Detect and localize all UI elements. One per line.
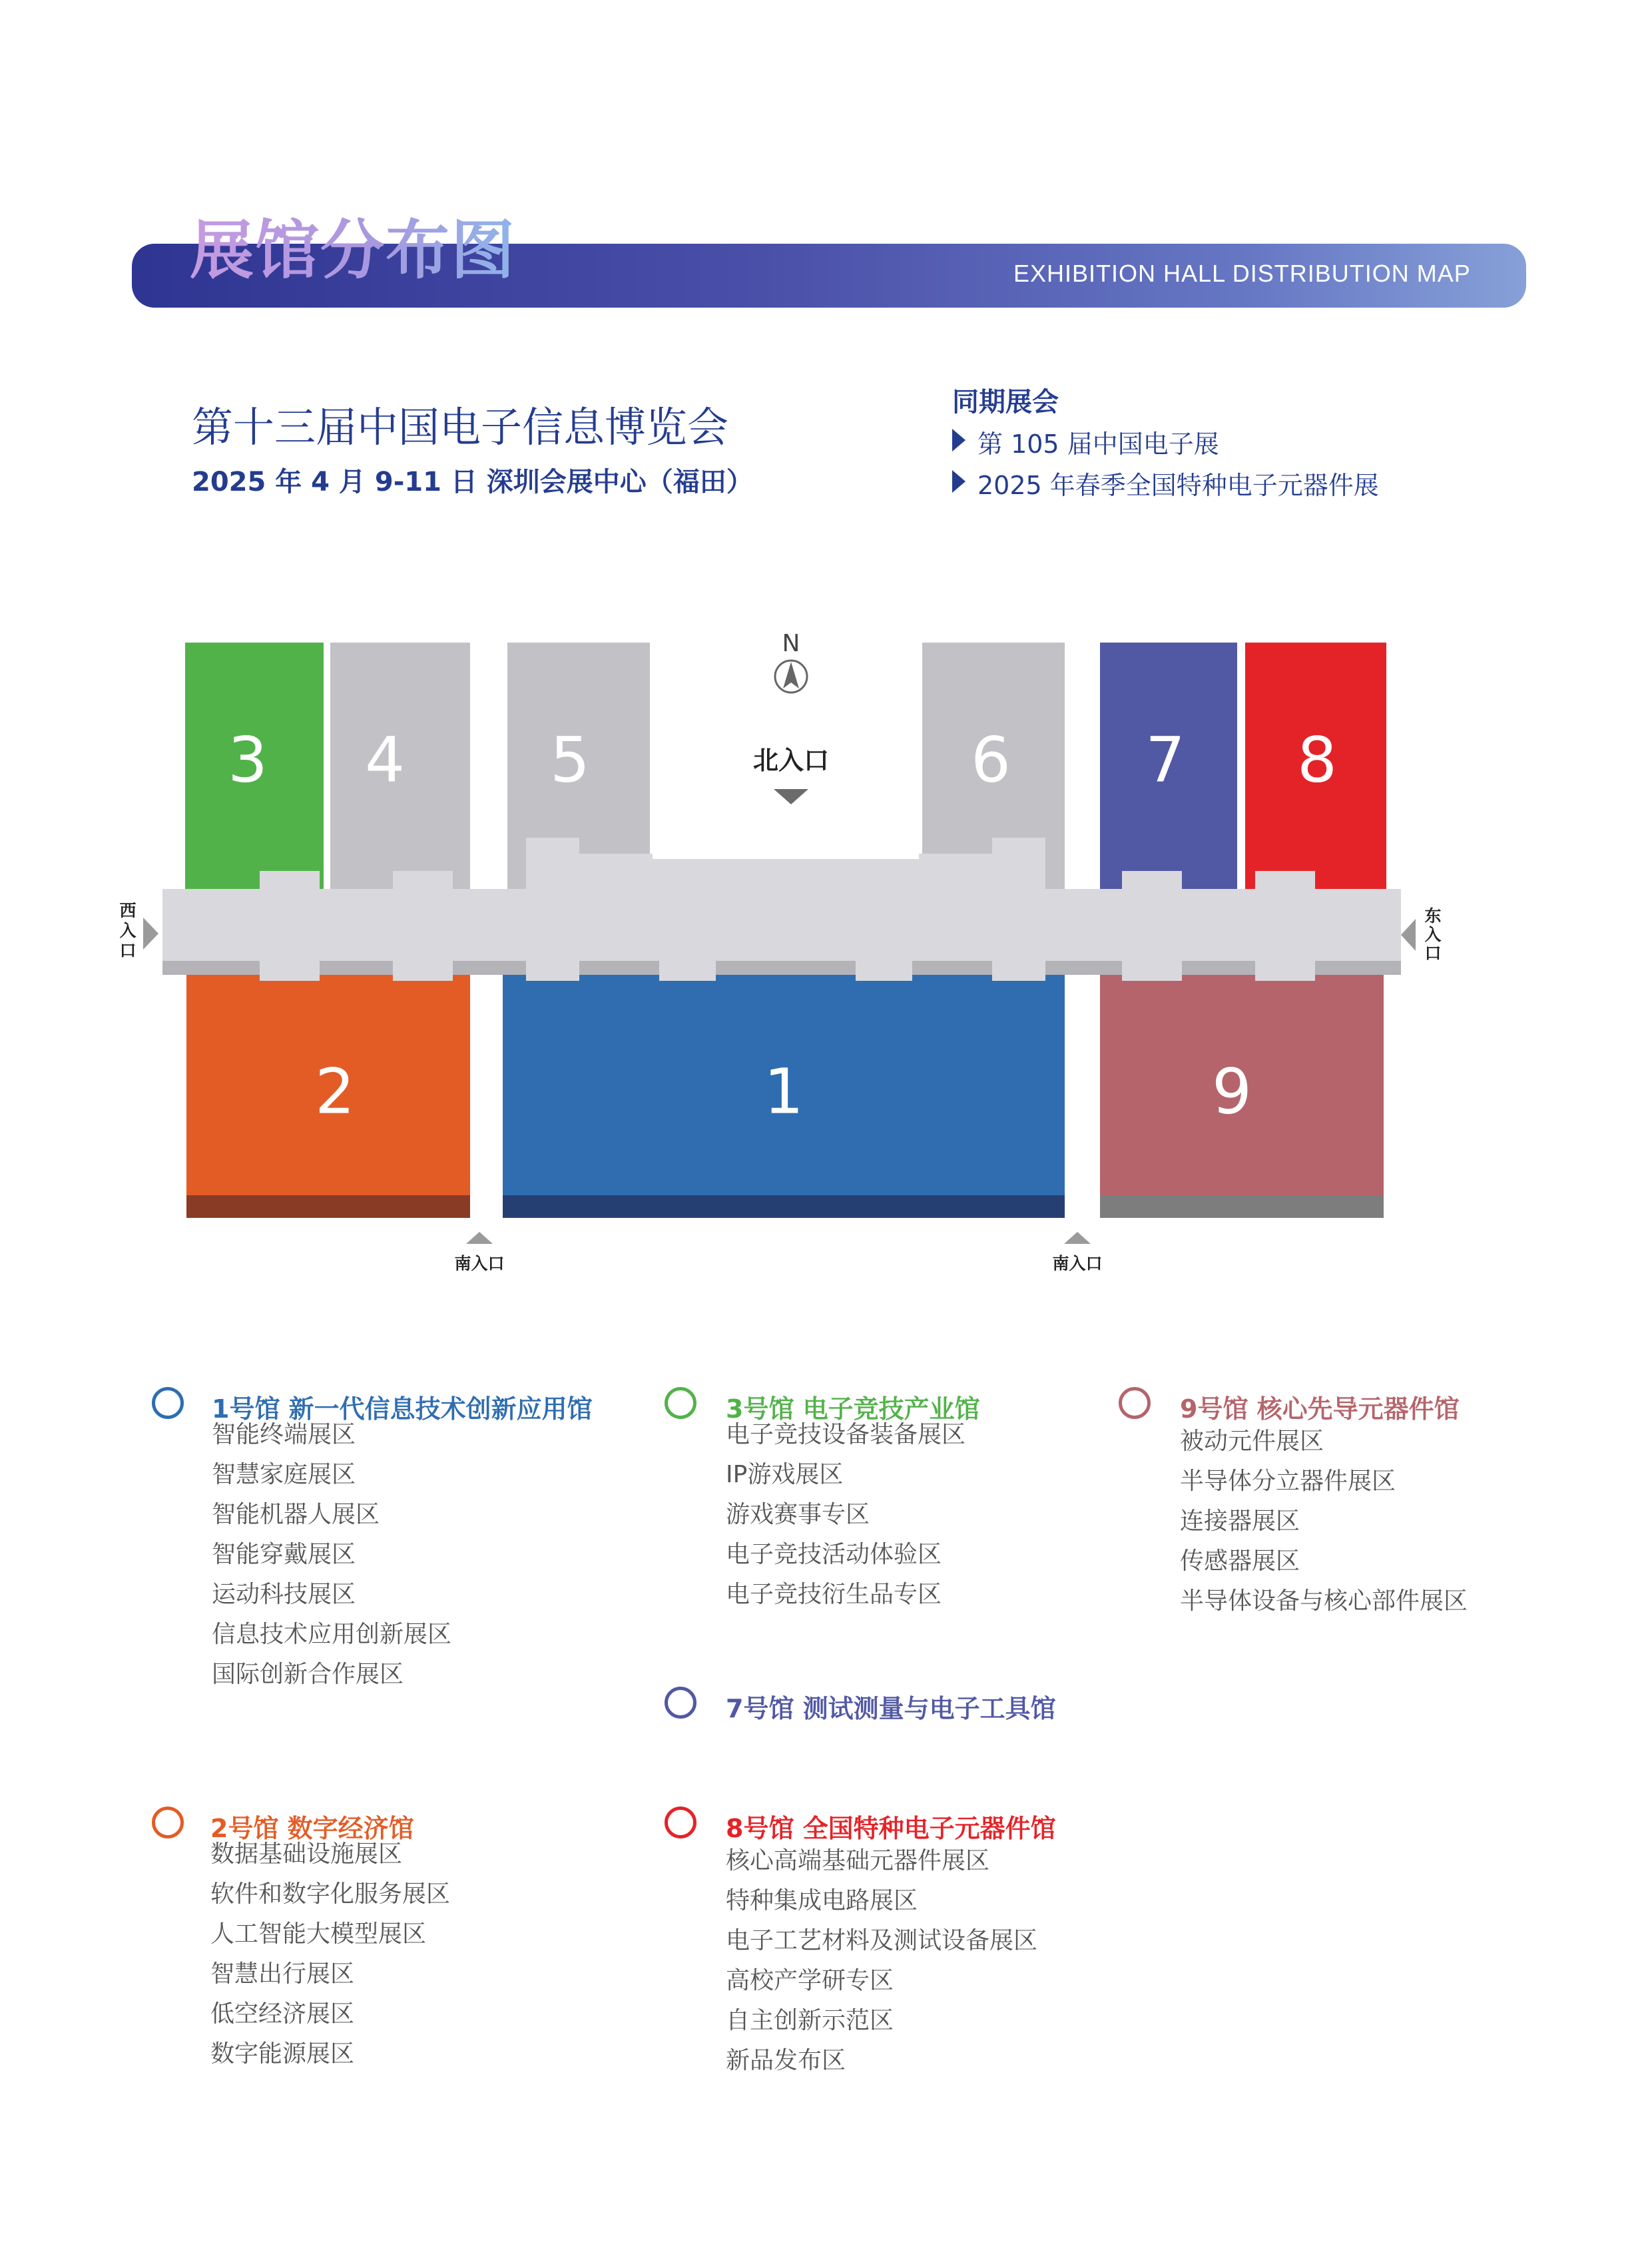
hall-1-marker-icon <box>152 1387 184 1419</box>
concurrent-exhibitions-title: 同期展会 <box>952 387 1059 418</box>
list-item: 数据基础设施展区 <box>210 1840 403 1868</box>
list-item: 智能穿戴展区 <box>212 1541 356 1568</box>
west-entrance-arrow-icon <box>143 918 158 950</box>
east-entrance-label-1: 东 <box>1424 906 1442 926</box>
hall-9-marker-icon <box>1119 1387 1151 1419</box>
page-subtitle-en: EXHIBITION HALL DISTRIBUTION MAP <box>1013 260 1471 287</box>
list-item: 特种集成电路展区 <box>726 1887 918 1914</box>
north-entrance-arrow-icon <box>774 789 808 804</box>
east-entrance-label-2: 入 <box>1424 925 1442 944</box>
list-item: 运动科技展区 <box>212 1581 356 1608</box>
hall-7-marker-icon <box>665 1687 696 1719</box>
list-item: 连接器展区 <box>1180 1508 1300 1535</box>
east-entrance-label-3: 口 <box>1424 944 1442 963</box>
list-item: 电子工艺材料及测试设备展区 <box>726 1927 1038 1954</box>
legend-hall-7-title: 7号馆 测试测量与电子工具馆 <box>726 1694 1056 1723</box>
hall-2-marker-icon <box>152 1807 184 1838</box>
list-item: 智慧家庭展区 <box>212 1461 356 1488</box>
hall-8-number: 8 <box>1297 724 1337 797</box>
event-date-venue: 2025 年 4 月 9-11 日 深圳会展中心（福田） <box>192 467 753 497</box>
list-item: 电子竞技设备装备展区 <box>726 1421 966 1448</box>
list-item: 软件和数字化服务展区 <box>210 1880 451 1908</box>
hall-7-number: 7 <box>1145 724 1185 797</box>
west-entrance-label-3: 口 <box>119 941 137 960</box>
hall-1-number: 1 <box>764 1055 804 1129</box>
legend-hall-8-items <box>726 1841 1037 2081</box>
legend-hall-3-title: 3号馆 电子竞技产业馆 <box>726 1394 980 1424</box>
hall-2-base <box>186 1195 470 1218</box>
list-item: 半导体设备与核心部件展区 <box>1180 1587 1468 1615</box>
list-item: 智慧出行展区 <box>210 1960 355 1988</box>
event-title: 第十三届中国电子信息博览会 <box>192 403 729 451</box>
west-entrance-label-2: 入 <box>119 921 137 940</box>
legend-hall-2-items <box>210 1834 450 2074</box>
list-item: 核心高端基础元器件展区 <box>726 1847 990 1874</box>
list-item: 人工智能大模型展区 <box>210 1920 427 1948</box>
hall-8-marker-icon <box>665 1807 696 1838</box>
hall-9-number: 9 <box>1212 1055 1252 1129</box>
list-item: 被动元件展区 <box>1180 1428 1324 1455</box>
east-entrance-arrow-icon <box>1401 919 1416 951</box>
list-item: 国际创新合作展区 <box>212 1661 404 1688</box>
hall-6-number: 6 <box>971 724 1011 797</box>
list-item: 信息技术应用创新展区 <box>212 1621 452 1648</box>
concurrent-item-label: 第 105 届中国电子展 <box>977 429 1219 459</box>
hall-2-number: 2 <box>315 1055 355 1129</box>
legend-hall-8-title: 8号馆 全国特种电子元器件馆 <box>726 1814 1056 1843</box>
list-item: 传感器展区 <box>1180 1547 1300 1575</box>
list-item: 智能终端展区 <box>212 1421 356 1448</box>
list-item: 低空经济展区 <box>210 2000 355 2028</box>
list-item: 高校产学研专区 <box>726 1967 894 1994</box>
list-item: 智能机器人展区 <box>212 1501 380 1528</box>
west-entrance-label-1: 西 <box>119 901 137 920</box>
page-title: 展馆分布图 <box>190 200 516 291</box>
legend-hall-3-items <box>726 1415 965 1615</box>
hall-5-number: 5 <box>550 724 590 797</box>
north-entrance-label: 北入口 <box>752 746 830 775</box>
list-item: 游戏赛事专区 <box>726 1501 870 1528</box>
svg-text:N: N <box>782 630 800 657</box>
legend-hall-9-items <box>1180 1422 1468 1621</box>
legend-hall-9-title: 9号馆 核心先导元器件馆 <box>1180 1394 1460 1424</box>
legend-hall-1-items <box>212 1415 451 1695</box>
south-entrance-left-label: 南入口 <box>454 1254 505 1273</box>
south-entrance-left-arrow-icon <box>466 1232 493 1244</box>
list-item: 电子竞技衍生品专区 <box>726 1581 942 1608</box>
south-entrance-right-label: 南入口 <box>1052 1254 1103 1273</box>
south-entrance-right-arrow-icon <box>1064 1232 1091 1244</box>
hall-3-marker-icon <box>665 1387 696 1419</box>
legend-hall-2-title: 2号馆 数字经济馆 <box>210 1814 414 1843</box>
concurrent-item-label: 2025 年春季全国特种电子元器件展 <box>977 471 1379 500</box>
hall-9-base <box>1100 1195 1384 1218</box>
list-item: 数字能源展区 <box>210 2040 355 2068</box>
list-item: 电子竞技活动体验区 <box>726 1541 942 1568</box>
list-item: 自主创新示范区 <box>726 2007 894 2034</box>
hall-3-number: 3 <box>228 724 268 797</box>
compass-north-icon <box>775 630 807 693</box>
list-item: 新品发布区 <box>726 2047 846 2074</box>
list-item: 半导体分立器件展区 <box>1180 1468 1396 1495</box>
hall-4-number: 4 <box>365 724 405 797</box>
list-item: IP游戏展区 <box>726 1461 844 1488</box>
legend-hall-1-title: 1号馆 新一代信息技术创新应用馆 <box>212 1394 593 1424</box>
hall-1-base <box>503 1195 1065 1218</box>
